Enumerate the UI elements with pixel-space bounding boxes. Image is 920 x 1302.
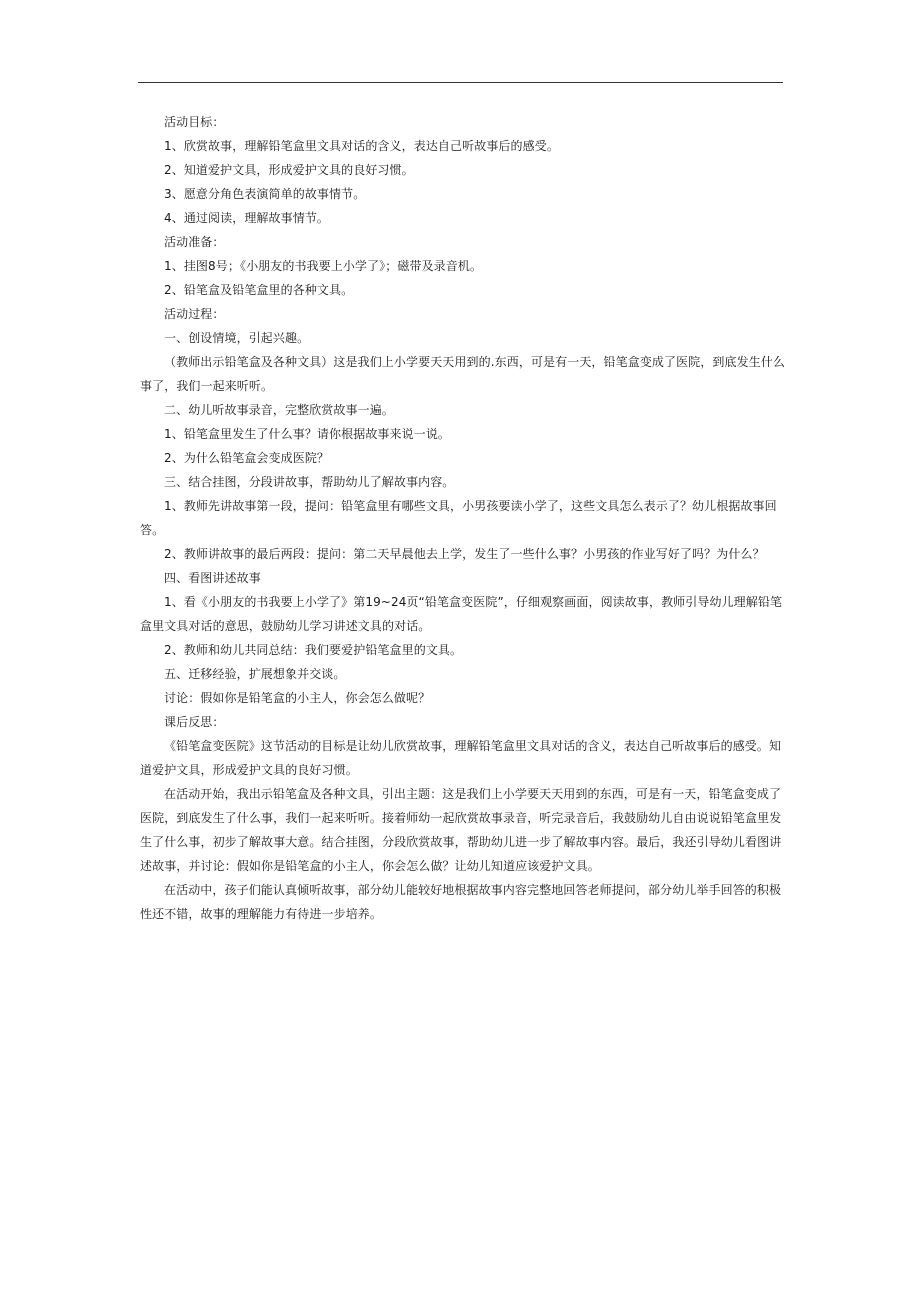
goal-item-3: 3、愿意分角色表演简单的故事情节。 [164, 187, 366, 201]
process-step-3-q1: 1、教师先讲故事第一段，提问：铅笔盒里有哪些文具，小男孩要读小学了，这些文具怎么表示了？幼儿根据故事回答。 [140, 499, 777, 537]
preparation-item-1: 1、挂图8号；《小朋友的书我要上小学了》；磁带及录音机。 [164, 259, 483, 273]
preparation-item-2: 2、铅笔盒及铅笔盒里的各种文具。 [164, 283, 354, 297]
header-rule [138, 82, 783, 83]
process-step-2-q1: 1、铅笔盒里发生了什么事？请你根据故事来说一说。 [164, 427, 451, 441]
reflection-paragraph-2: 在活动开始，我出示铅笔盒及各种文具，引出主题：这是我们上小学要天天用到的东西，可是有一天，铅笔盒变成了医院，到底发生了什么事，我们一起来听听。接着师幼一起欣赏故事录音，听完录音后，我鼓励幼儿自由说说铅笔盒里发生了什么事，初步了解故事大意。结合挂图，分段欣赏故事，帮助幼儿进一步了解故事内容。最后，我还引导幼儿看图讲述故事，并讨论：假如你是铅笔盒的小主人，你会怎么做？让幼儿知道应该爱护文具。 [140, 787, 782, 873]
reflection-paragraph-1: 《铅笔盒变医院》这节活动的目标是让幼儿欣赏故事，理解铅笔盒里文具对话的含义，表达自己听故事后的感受。知道爱护文具，形成爱护文具的良好习惯。 [140, 739, 782, 777]
process-step-3: 三、结合挂图，分段讲故事，帮助幼儿了解故事内容。 [164, 475, 455, 489]
process-step-1-detail: （教师出示铅笔盒及各种文具）这是我们上小学要天天用到的.东西，可是有一天，铅笔盒变成了医院，到底发生什么事了，我们一起来听听。 [140, 355, 786, 393]
goal-item-1: 1、欣赏故事，理解铅笔盒里文具对话的含义，表达自己听故事后的感受。 [164, 139, 559, 153]
process-step-4-item-2: 2、教师和幼儿共同总结：我们要爱护铅笔盒里的文具。 [164, 643, 463, 657]
goal-item-4: 4、通过阅读，理解故事情节。 [164, 211, 330, 225]
process-step-5: 五、迁移经验，扩展想象并交谈。 [164, 667, 346, 681]
heading-reflection: 课后反思： [164, 715, 225, 729]
heading-process: 活动过程： [164, 307, 225, 321]
reflection-paragraph-3: 在活动中，孩子们能认真倾听故事，部分幼儿能较好地根据故事内容完整地回答老师提问，部分幼儿举手回答的积极性还不错，故事的理解能力有待进一步培养。 [140, 883, 782, 921]
process-step-4-item-1: 1、看《小朋友的书我要上小学了》第19~24页“铅笔盒变医院”，仔细观察画面，阅读故事，教师引导幼儿理解铅笔盒里文具对话的意思，鼓励幼儿学习讲述文具的对话。 [140, 595, 783, 633]
heading-goals: 活动目标： [164, 115, 225, 129]
discussion: 讨论：假如你是铅笔盒的小主人，你会怎么做呢？ [164, 691, 431, 705]
document-body [140, 110, 790, 926]
goal-item-2: 2、知道爱护文具，形成爱护文具的良好习惯。 [164, 163, 414, 177]
heading-preparation: 活动准备： [164, 235, 225, 249]
process-step-4: 四、看图讲述故事 [164, 571, 261, 585]
process-step-1: 一、创设情境，引起兴趣。 [164, 331, 310, 345]
process-step-2: 二、幼儿听故事录音，完整欣赏故事一遍。 [164, 403, 394, 417]
process-step-3-q2: 2、教师讲故事的最后两段：提问：第二天早晨他去上学，发生了一些什么事？小男孩的作业写好了吗？为什么？ [164, 547, 765, 561]
process-step-2-q2: 2、为什么铅笔盒会变成医院？ [164, 451, 330, 465]
